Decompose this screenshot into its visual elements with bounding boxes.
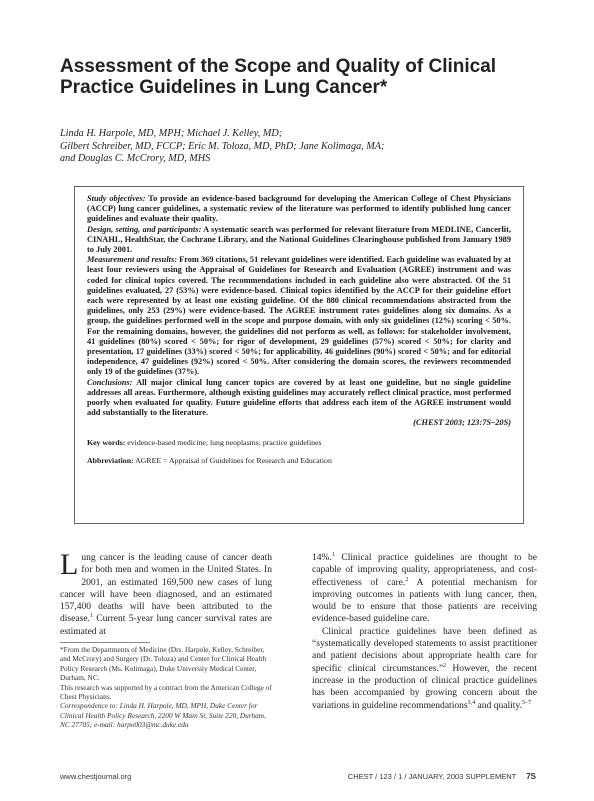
body-text: However, the recent increase in the production of clinical practice guidelines has been accompanied by growing concern about the variations in guideline recommendations (312, 662, 537, 711)
body-text: and quality. (475, 699, 522, 711)
keywords-text: evidence-based medicine; lung neoplasms; practice guidelines (127, 437, 322, 447)
abbreviation-label: Abbreviation: (87, 455, 134, 465)
page-number: 7S (526, 772, 536, 781)
author-line: Linda H. Harpole, MD, MPH; Michael J. Kelley, MD; (60, 128, 283, 139)
abstract-citation: (CHEST 2003; 123:7S–20S) (413, 418, 511, 428)
measurements-label: Measurement and results: (87, 255, 177, 265)
measurements-text: From 369 citations, 51 relevant guidelines were identified. Each guideline was evaluated by at least four reviewers using the Appraisal of Guidelines for Research and Evaluation (AGREE) instrument and was coded for clinical topics covered. The recommendations included in each guideline also were abstracted. Of the 51 guidelines evaluated, 27 (53%) were evidence-based. Clinical topics identified by the ACCP for their guideline effort each were represented by at least one existing guideline. Of the 880 clinical recommendations abstracted from the guidelines, only 253 (29%) were evidence-based. The AGREE instrument rates guidelines along six domains. As a group, the guidelines performed well in the scope and purpose domain, with only six guidelines (12%) scoring < 50%. For the remaining domains, however, the guidelines did not perform as well, as follows: for stakeholder involvement, 41 guidelines (80%) scored < 50%; for rigor of development, 29 guidelines (57%) scored < 50%; for clarity and presentation, 17 guidelines (33%) scored < 50%; for applicability, 46 guidelines (90%) scored < 50%; and for editorial independence, 47 guidelines (92%) scored < 50%. After considering the domain scores, the reviewers recommended only 19 of the guidelines (37%). (87, 255, 511, 377)
author-line: Gilbert Schreiber, MD, FCCP; Eric M. Toloza, MD, PhD; Jane Kolimaga, MA; (60, 140, 385, 152)
footnote-correspondence: Correspondence to: Linda H. Harpole, MD, MPH, Duke Center for Clinical Health Policy Research, 2200 W Main St, Suite 220, Durham, NC 27705; e-mail: harpo003@mc.duke.edu (60, 701, 266, 730)
objectives-text: To provide an evidence-based background for developing the American College of Chest Physicians (ACCP) lung cancer guidelines, a systematic review of the literature was performed to identify published lung cancer guidelines and evaluate their quality. (87, 194, 511, 224)
author-list (60, 128, 540, 166)
body-text: A potential mechanism for improving outcomes in patients with lung cancer, then, would be to ensure that those patients are receiving evidence-based guideline care. (312, 576, 537, 625)
body-text: Clinical practice guidelines have been defined as “systematically developed statements to assist practitioner and patient decisions about appropriate health care for specific clinical circumstances.” (312, 625, 537, 674)
citation-ref: 1 (89, 613, 93, 620)
abbreviation-text: AGREE = Appraisal of Guidelines for Research and Education (135, 455, 332, 465)
abbreviation (87, 456, 511, 466)
objectives-label: Study objectives: (87, 194, 146, 203)
keywords (87, 438, 511, 448)
footer-journal (348, 772, 536, 781)
body-column-left (60, 548, 272, 638)
citation-ref: 1 (331, 551, 335, 558)
drop-cap: L (60, 548, 79, 581)
body-column-right (312, 552, 537, 712)
footnote-support: This research was supported by a contract from the American College of Chest Physicians. (60, 682, 272, 702)
article-title: Assessment of the Scope and Quality of Clinical Practice Guidelines in Lung Cancer* (60, 56, 497, 98)
footnotes (60, 645, 272, 730)
citation-ref: 5–7 (521, 699, 531, 706)
abstract-box (74, 186, 524, 524)
footer-journal-text: CHEST / 123 / 1 / JANUARY, 2003 SUPPLEMENT (347, 772, 517, 781)
footnote-affiliation: *From the Departments of Medicine (Drs. Harpole, Kelley, Schreiber, and McCrory) and Surgery (Dr. Toloza) and Center for Clinical Health Policy Research (Ms. Kolimaga), Duke University Medical Center, Durham, NC. (60, 645, 267, 683)
body-text: Clinical practice guidelines are thought to be capable of improving quality, appropriateness, and cost-effectiveness of care. (312, 552, 537, 588)
footer-website: www.chestjournal.org (60, 772, 132, 781)
citation-ref: 2 (443, 662, 447, 669)
body-text: Current 5-year lung cancer survival rates are estimated at (60, 613, 272, 637)
footnote-divider (60, 642, 150, 643)
keywords-label: Key words: (87, 437, 126, 447)
citation-ref: 3,4 (467, 699, 476, 706)
abstract-text (87, 194, 511, 429)
citation-ref: 2 (405, 576, 409, 583)
design-label: Design, setting, and participants: (87, 224, 202, 234)
conclusions-label: Conclusions: (87, 377, 133, 387)
design-text: A systematic search was performed for relevant literature from MEDLINE, Cancerlit, CINAHL, HealthStar, the Cochrane Library, and the National Guidelines Clearinghouse published from January 1989 to July 2001. (87, 224, 511, 255)
body-text: 14%. (312, 552, 332, 563)
body-text: ung cancer is the leading cause of cancer death for both men and women in the United States. In 2001, an estimated 169,500 new cases of lung cancer will have been diagnosed, and an estimated 157,400 deaths will have been attributed to the disease. (60, 552, 272, 625)
conclusions-text: All major clinical lung cancer topics are covered by at least one guideline, but no single guideline addresses all areas. Furthermore, although existing guidelines may accurately reflect clinical practice, most performed poorly when evaluated for quality. Future guideline efforts that address each item of the AGREE instrument would add substantially to the literature. (87, 377, 511, 418)
author-line: and Douglas C. McCrory, MD, MHS (60, 153, 211, 165)
